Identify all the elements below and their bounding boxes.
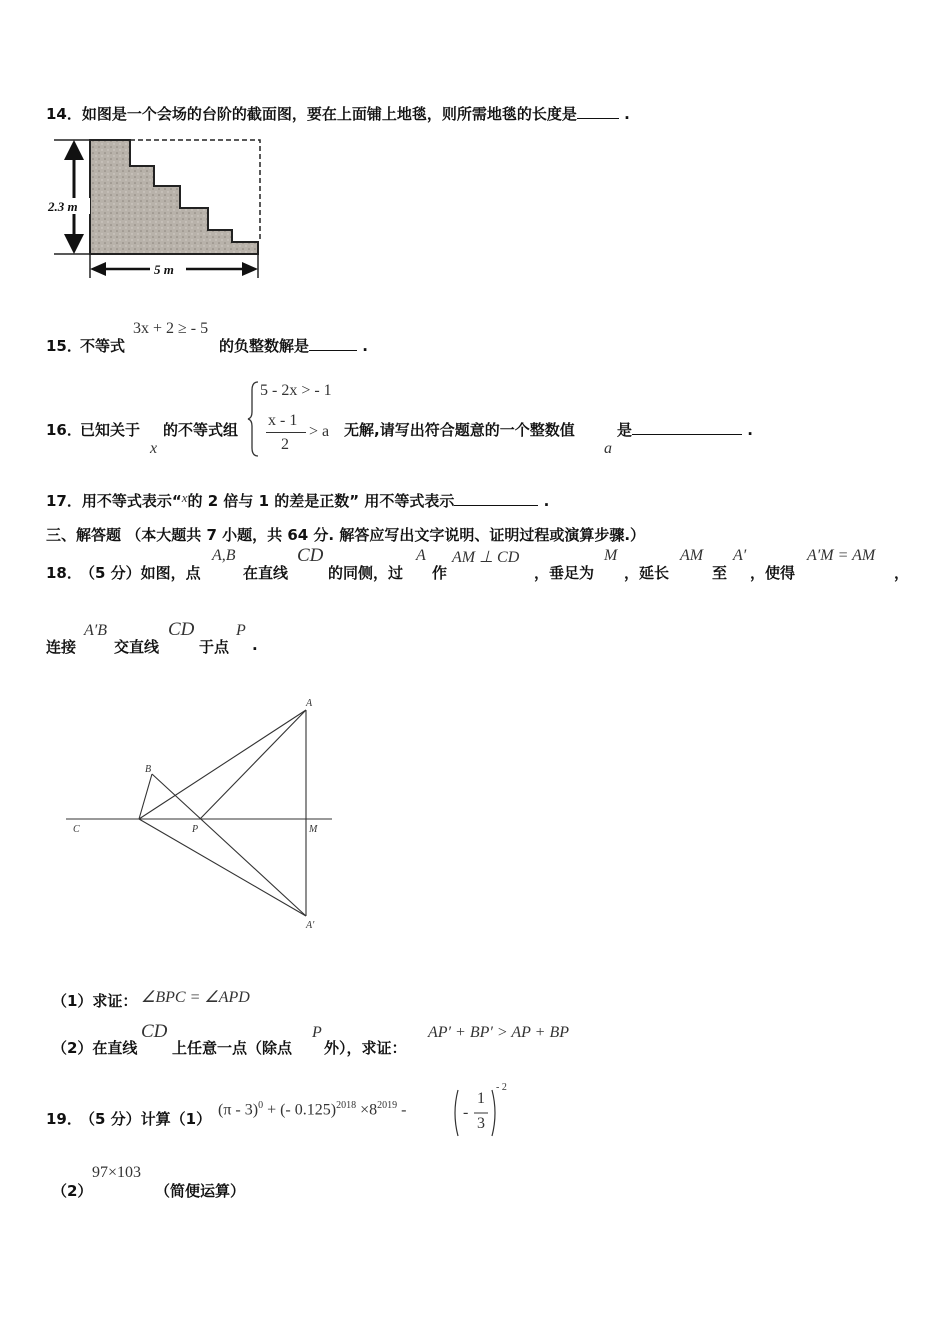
q18-a-prime: A′	[733, 547, 747, 564]
q16-mid: 的不等式组	[163, 421, 239, 439]
stairs-figure	[44, 134, 270, 280]
q19-sub2-note: （简便运算）	[155, 1182, 246, 1200]
q16-frac-den: 2	[281, 436, 289, 453]
q18-am: AM	[680, 547, 704, 564]
q18-sub1-label: （1）求证：	[52, 992, 138, 1010]
q18-a: A	[416, 547, 426, 564]
q16-post2: 是 .	[617, 421, 753, 439]
q16-ineq1: 5 - 2x > - 1	[260, 382, 332, 399]
segment-c-a	[139, 710, 306, 819]
q16-number: 16．	[46, 421, 82, 439]
q18-sub1-expr: ∠BPC = ∠APD	[141, 989, 250, 1006]
q18-sub2-p: P	[312, 1024, 322, 1041]
q18-cd-2: CD	[168, 619, 195, 640]
q18-ab: A,B	[212, 547, 236, 564]
geometry-figure	[60, 690, 340, 936]
q15-post: 的负整数解是 .	[219, 337, 368, 355]
q16-var-x: x	[150, 440, 158, 457]
q19-frac-den: 3	[477, 1115, 485, 1132]
q15-number: 15．	[46, 337, 82, 355]
q18-number: 18．	[46, 564, 82, 582]
q17-var-x: x	[181, 490, 188, 505]
q18-equation: A′M = AM	[807, 547, 876, 564]
q18-sub2-expr: AP′ + BP′ > AP + BP	[428, 1024, 569, 1041]
label-c: C	[73, 824, 80, 835]
q15-answer-blank[interactable]	[309, 350, 357, 351]
q16-answer-blank[interactable]	[632, 434, 742, 435]
q19-exp-neg2: - 2	[496, 1082, 507, 1093]
segment-p-a	[200, 710, 306, 819]
q16-var-a: a	[604, 440, 612, 457]
q17-answer-blank[interactable]	[454, 505, 538, 506]
height-label: 2.3 m	[48, 199, 78, 214]
segment-b-a-prime	[152, 774, 306, 916]
q17-line: 17．用不等式表示“x的 2 倍与 1 的差是正数” 用不等式表示 .	[46, 490, 550, 510]
q19-number: 19．	[46, 1110, 82, 1128]
q14-answer-blank[interactable]	[577, 118, 619, 119]
q14-text: 如图是一个会场的台阶的截面图，要在上面铺上地毯，则所需地毯的长度是	[81, 105, 577, 123]
q18-p: P	[236, 622, 246, 639]
q19-expr-1: (π - 3)$^0$ + (- $0.125)^{2018} \times 8^{2019}$ -	[218, 1100, 407, 1119]
q16-frac-bar	[266, 432, 306, 433]
q18-m: M	[604, 547, 618, 564]
q18-cd: CD	[297, 545, 324, 566]
q16-frac-num: x - 1	[268, 412, 298, 429]
label-b: B	[145, 764, 152, 775]
q16-ineq2-rhs: > a	[309, 423, 330, 440]
label-p: P	[192, 824, 199, 835]
q19-sub2-label: （2）	[52, 1182, 93, 1200]
q19-frac-minus: -	[463, 1104, 469, 1121]
system-brace	[246, 380, 260, 458]
q16-pre: 已知关于	[80, 421, 141, 439]
stairs-shape	[90, 140, 258, 254]
label-a: A	[306, 698, 313, 709]
q14-number: 14．	[46, 105, 82, 123]
q18-a-prime-b: A′B	[84, 622, 108, 639]
q18-sub2-cd: CD	[141, 1021, 168, 1042]
label-m: M	[309, 824, 318, 835]
q15-pre: 不等式	[80, 337, 126, 355]
section-heading: 三、解答题 （本大题共 7 小题，共 64 分. 解答应写出文字说明、证明过程或演算步骤.）	[46, 526, 646, 544]
q18-am-perp-cd: AM ⊥ CD	[452, 549, 520, 566]
q19-paren-group	[450, 1088, 520, 1138]
segment-c-a-prime	[139, 819, 306, 916]
q14-line: 14．如图是一个会场的台阶的截面图，要在上面铺上地毯，则所需地毯的长度是 .	[46, 105, 630, 123]
q15-expr: 3x + 2 ≥ - 5	[133, 320, 209, 337]
label-a-prime: A′	[306, 920, 315, 931]
q16-post: 无解,请写出符合题意的一个整数值	[344, 421, 575, 439]
q19-sub2-expr: 97×103	[92, 1164, 142, 1181]
q19-frac-num: 1	[477, 1090, 485, 1107]
width-label: 5 m	[154, 262, 174, 277]
